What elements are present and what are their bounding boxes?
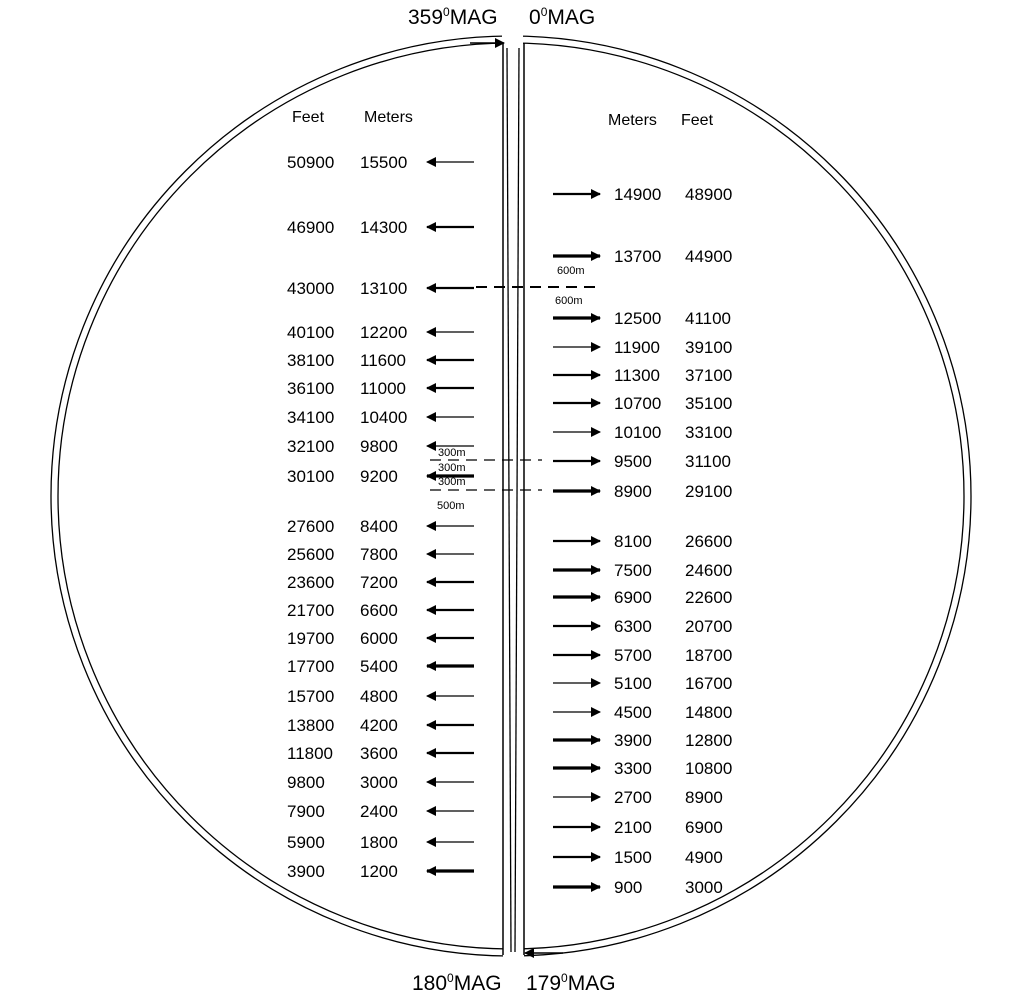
westbound-levels bbox=[287, 153, 474, 881]
meters-value: 5400 bbox=[360, 657, 398, 676]
westbound-level-row bbox=[287, 218, 474, 237]
feet-value: 31100 bbox=[685, 452, 732, 471]
eastbound-level-row bbox=[553, 561, 732, 580]
feet-value: 24600 bbox=[685, 561, 733, 580]
meters-value: 14900 bbox=[614, 185, 662, 204]
feet-value: 19700 bbox=[287, 629, 335, 648]
eastbound-level-row bbox=[553, 185, 732, 204]
feet-value: 46900 bbox=[287, 218, 335, 237]
feet-value: 3900 bbox=[287, 862, 325, 881]
meters-value: 3600 bbox=[360, 744, 398, 763]
eastbound-level-row bbox=[553, 423, 732, 442]
feet-value: 11800 bbox=[287, 744, 334, 763]
westbound-level-row bbox=[287, 153, 474, 172]
eastbound-level-row bbox=[553, 818, 723, 837]
feet-value: 5900 bbox=[287, 833, 325, 852]
feet-value: 3000 bbox=[685, 878, 723, 897]
meters-value: 1500 bbox=[614, 848, 652, 867]
right-header-meters: Meters bbox=[608, 112, 657, 129]
westbound-level-row bbox=[287, 833, 474, 852]
eastbound-level-row bbox=[553, 532, 732, 551]
feet-value: 13800 bbox=[287, 716, 335, 735]
meters-value: 8100 bbox=[614, 532, 652, 551]
feet-value: 9800 bbox=[287, 773, 325, 792]
meters-value: 11300 bbox=[614, 366, 661, 385]
meters-value: 900 bbox=[614, 878, 643, 897]
eastbound-level-row bbox=[553, 394, 732, 413]
meters-value: 7200 bbox=[360, 573, 398, 592]
meters-value: 1800 bbox=[360, 833, 398, 852]
left-header-feet: Feet bbox=[292, 109, 325, 126]
meters-value: 11900 bbox=[614, 338, 661, 357]
feet-value: 38100 bbox=[287, 351, 335, 370]
feet-value: 20700 bbox=[685, 617, 733, 636]
westbound-level-row bbox=[287, 351, 474, 370]
feet-value: 25600 bbox=[287, 545, 335, 564]
meters-value: 13700 bbox=[614, 247, 662, 266]
westbound-level-row bbox=[287, 601, 474, 620]
feet-value: 7900 bbox=[287, 802, 325, 821]
eastbound-level-row bbox=[553, 788, 723, 807]
meters-value: 2700 bbox=[614, 788, 652, 807]
feet-value: 16700 bbox=[685, 674, 733, 693]
eastbound-level-row bbox=[553, 731, 732, 750]
eastbound-level-row bbox=[553, 338, 732, 357]
feet-value: 10800 bbox=[685, 759, 733, 778]
meters-value: 9800 bbox=[360, 437, 398, 456]
meters-value: 5100 bbox=[614, 674, 652, 693]
westbound-level-row bbox=[287, 773, 474, 792]
meters-value: 11600 bbox=[360, 351, 407, 370]
feet-value: 17700 bbox=[287, 657, 335, 676]
westbound-level-row bbox=[287, 716, 474, 735]
meters-value: 6600 bbox=[360, 601, 398, 620]
westbound-level-row bbox=[287, 408, 474, 427]
meters-value: 3900 bbox=[614, 731, 652, 750]
feet-value: 37100 bbox=[685, 366, 733, 385]
meters-value: 9500 bbox=[614, 452, 652, 471]
separation-label-300m-c: 300m bbox=[438, 476, 466, 488]
meters-value: 10700 bbox=[614, 394, 662, 413]
separation-label-600m-a: 600m bbox=[557, 265, 585, 277]
feet-value: 33100 bbox=[685, 423, 733, 442]
feet-value: 21700 bbox=[287, 601, 335, 620]
meters-value: 11000 bbox=[360, 379, 407, 398]
meters-value: 6900 bbox=[614, 588, 652, 607]
eastbound-level-row bbox=[553, 646, 732, 665]
eastbound-level-row bbox=[553, 588, 732, 607]
right-header-feet: Feet bbox=[681, 112, 714, 129]
separation-label-300m-b: 300m bbox=[438, 462, 466, 474]
meters-value: 9200 bbox=[360, 467, 398, 486]
feet-value: 27600 bbox=[287, 517, 335, 536]
feet-value: 43000 bbox=[287, 279, 335, 298]
westbound-level-row bbox=[287, 517, 474, 536]
feet-value: 18700 bbox=[685, 646, 733, 665]
westbound-level-row bbox=[287, 573, 474, 592]
feet-value: 34100 bbox=[287, 408, 335, 427]
meters-value: 4500 bbox=[614, 703, 652, 722]
meters-value: 5700 bbox=[614, 646, 652, 665]
eastbound-level-row bbox=[553, 848, 723, 867]
feet-value: 4900 bbox=[685, 848, 723, 867]
westbound-level-row bbox=[287, 379, 474, 398]
feet-value: 14800 bbox=[685, 703, 733, 722]
eastbound-level-row bbox=[553, 703, 732, 722]
feet-value: 44900 bbox=[685, 247, 733, 266]
feet-value: 30100 bbox=[287, 467, 335, 486]
eastbound-level-row bbox=[553, 878, 723, 897]
meters-value: 12200 bbox=[360, 323, 408, 342]
meters-value: 2100 bbox=[614, 818, 652, 837]
feet-value: 40100 bbox=[287, 323, 335, 342]
westbound-level-row bbox=[287, 862, 474, 881]
feet-value: 32100 bbox=[287, 437, 335, 456]
separation-label-300m-a: 300m bbox=[438, 447, 466, 459]
feet-value: 22600 bbox=[685, 588, 733, 607]
meters-value: 8400 bbox=[360, 517, 398, 536]
westbound-level-row bbox=[287, 802, 474, 821]
meters-value: 4800 bbox=[360, 687, 398, 706]
feet-value: 23600 bbox=[287, 573, 335, 592]
eastbound-level-row bbox=[553, 452, 731, 471]
meters-value: 15500 bbox=[360, 153, 408, 172]
meters-value: 3000 bbox=[360, 773, 398, 792]
meters-value: 4200 bbox=[360, 716, 398, 735]
eastbound-level-row bbox=[553, 482, 732, 501]
eastbound-level-row bbox=[553, 309, 731, 328]
heading-label-359: $359^0MAG$ bbox=[408, 5, 498, 29]
westbound-level-row bbox=[287, 744, 474, 763]
feet-value: 35100 bbox=[685, 394, 733, 413]
left-header-meters: Meters bbox=[364, 109, 413, 126]
eastbound-level-row bbox=[553, 366, 732, 385]
heading-label-180: $180^0MAG$ bbox=[412, 971, 502, 995]
eastbound-level-row bbox=[553, 617, 732, 636]
westbound-level-row bbox=[287, 629, 474, 648]
feet-value: 8900 bbox=[685, 788, 723, 807]
meters-value: 8900 bbox=[614, 482, 652, 501]
heading-label-0: $0^0MAG$ bbox=[529, 5, 596, 29]
meters-value: 6300 bbox=[614, 617, 652, 636]
meters-value: 14300 bbox=[360, 218, 408, 237]
feet-value: 48900 bbox=[685, 185, 733, 204]
meters-value: 10400 bbox=[360, 408, 408, 427]
meters-value: 7800 bbox=[360, 545, 398, 564]
feet-value: 15700 bbox=[287, 687, 335, 706]
feet-value: 26600 bbox=[685, 532, 733, 551]
westbound-level-row bbox=[287, 323, 474, 342]
eastbound-level-row bbox=[553, 674, 732, 693]
eastbound-level-row bbox=[553, 759, 732, 778]
feet-value: 39100 bbox=[685, 338, 733, 357]
westbound-level-row bbox=[287, 657, 474, 676]
meters-value: 6000 bbox=[360, 629, 398, 648]
meters-value: 13100 bbox=[360, 279, 408, 298]
separation-label-600m-b: 600m bbox=[555, 295, 583, 307]
meters-value: 2400 bbox=[360, 802, 398, 821]
feet-value: 36100 bbox=[287, 379, 335, 398]
meters-value: 12500 bbox=[614, 309, 662, 328]
heading-label-179: $179^0MAG$ bbox=[526, 971, 616, 995]
eastbound-level-row bbox=[553, 247, 732, 266]
center-track-mask bbox=[502, 32, 524, 964]
meters-value: 1200 bbox=[360, 862, 398, 881]
feet-value: 41100 bbox=[685, 309, 732, 328]
feet-value: 6900 bbox=[685, 818, 723, 837]
separation-label-500m: 500m bbox=[437, 500, 465, 512]
feet-value: 29100 bbox=[685, 482, 733, 501]
westbound-level-row bbox=[287, 687, 474, 706]
meters-value: 10100 bbox=[614, 423, 662, 442]
meters-value: 3300 bbox=[614, 759, 652, 778]
meters-value: 7500 bbox=[614, 561, 652, 580]
eastbound-levels bbox=[553, 185, 732, 897]
westbound-level-row bbox=[287, 545, 474, 564]
westbound-level-row bbox=[287, 279, 474, 298]
feet-value: 12800 bbox=[685, 731, 733, 750]
feet-value: 50900 bbox=[287, 153, 335, 172]
